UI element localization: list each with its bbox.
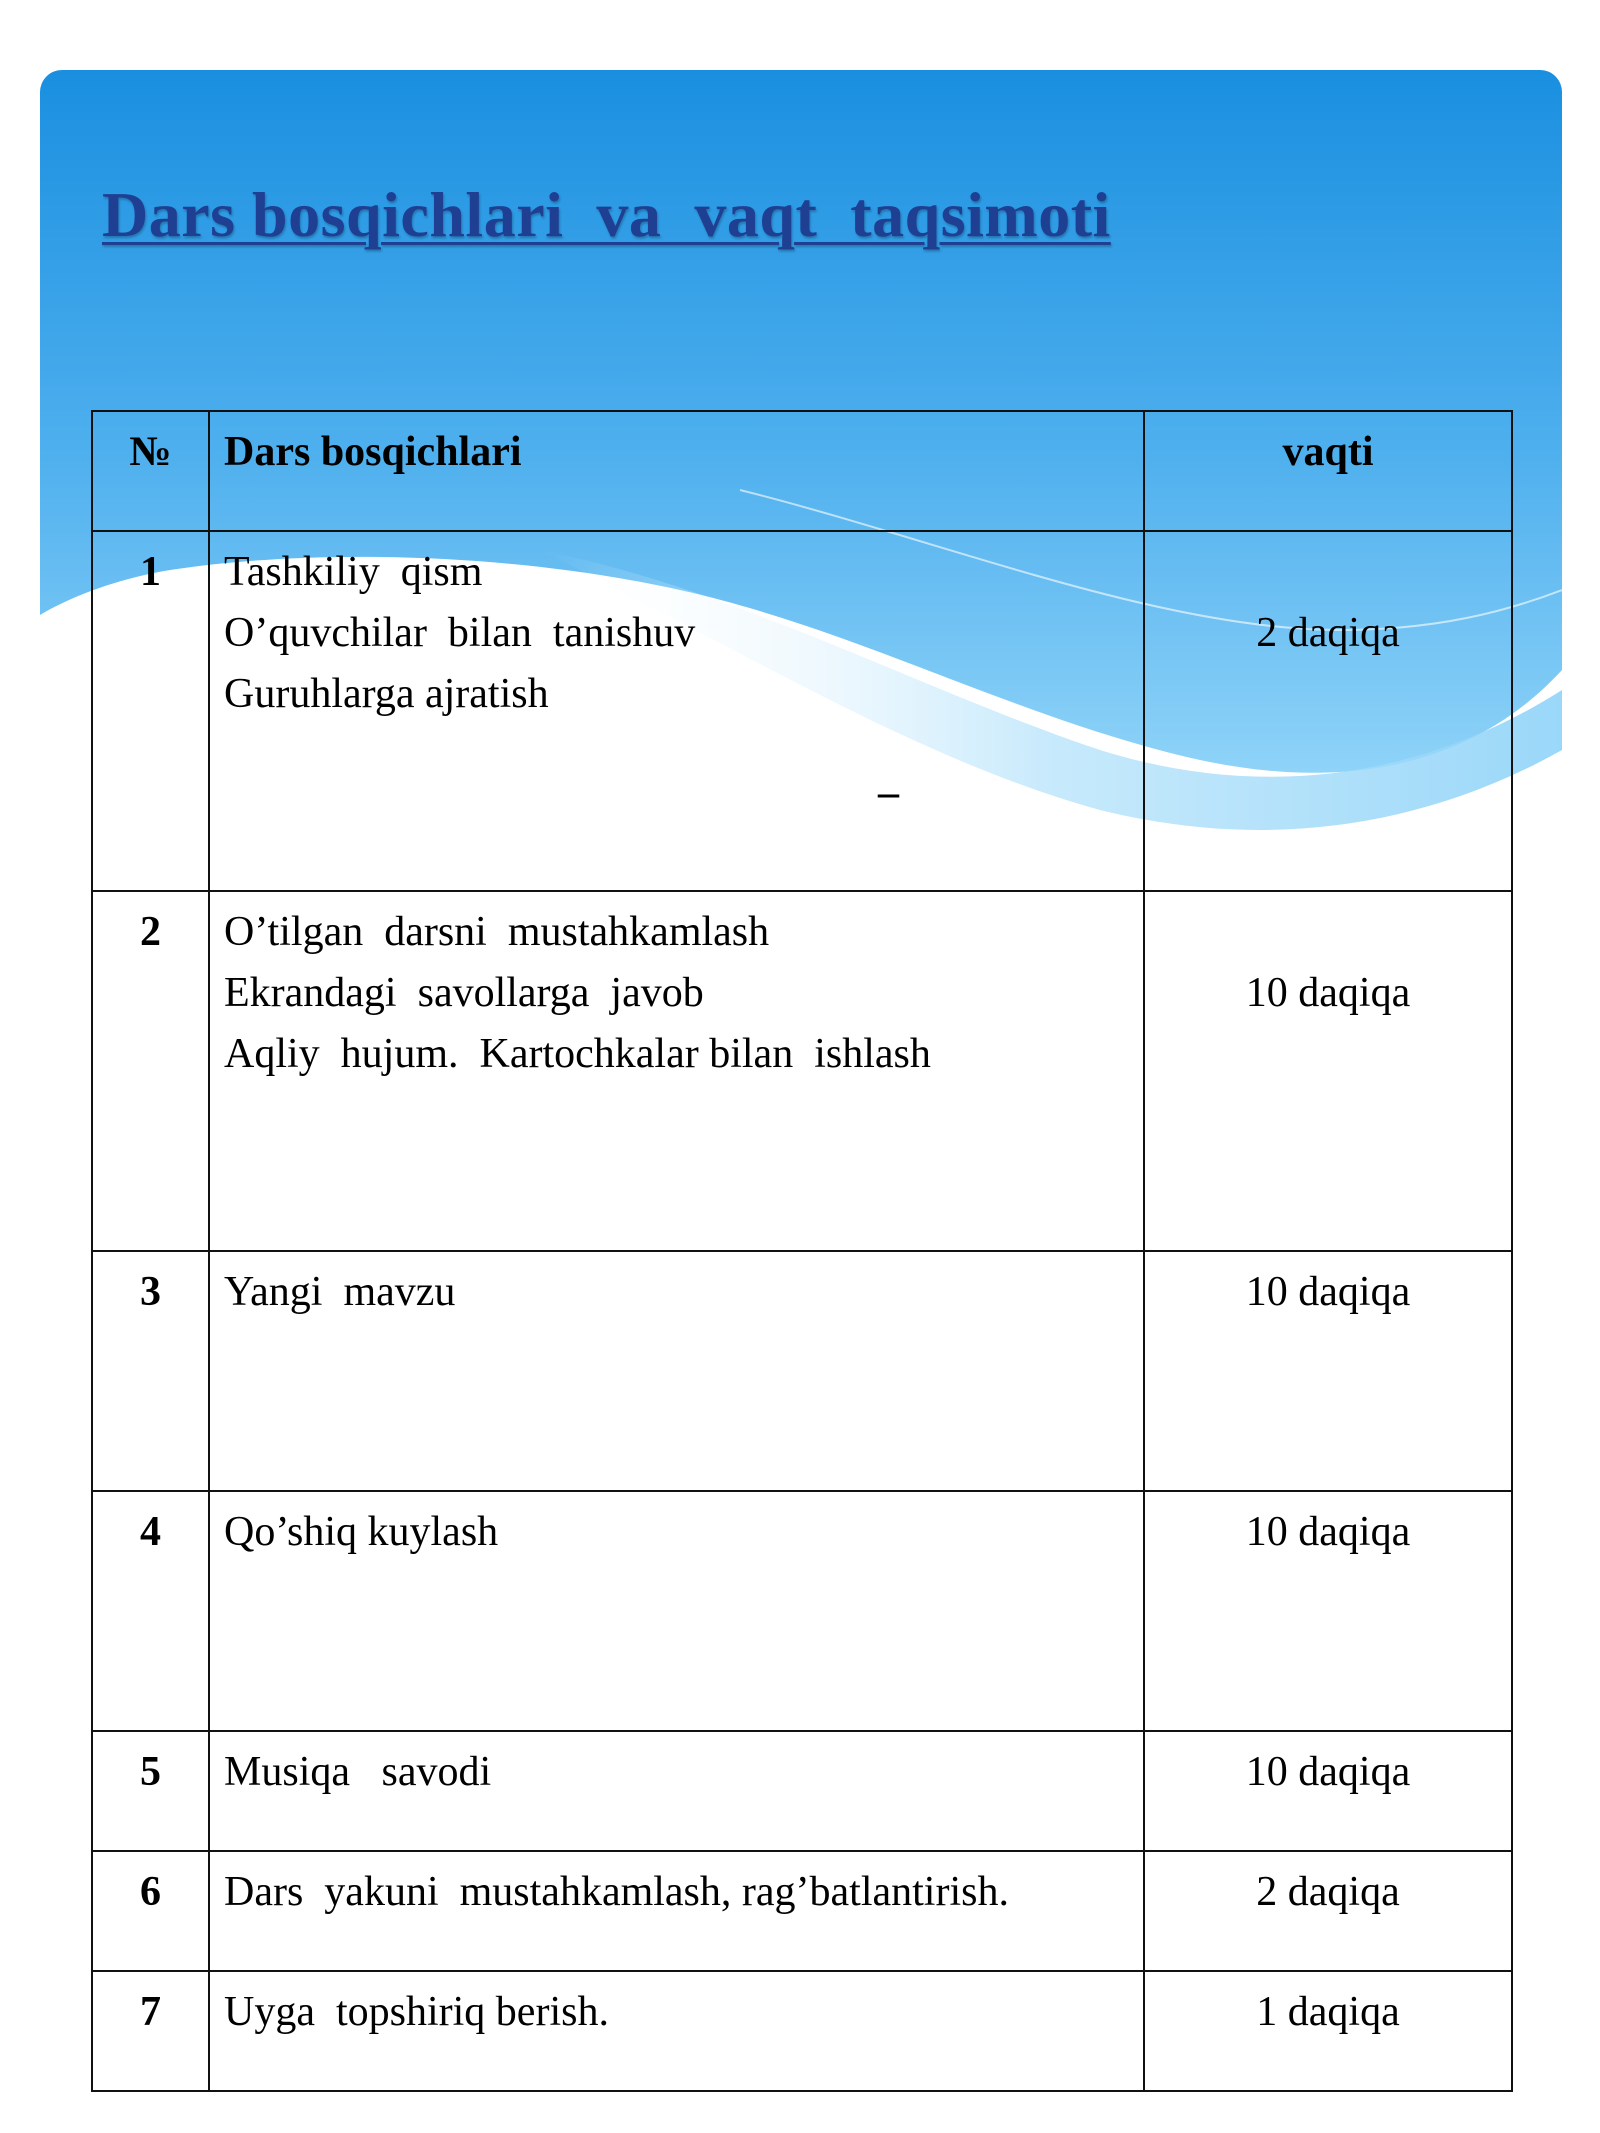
stage-line: Qo’shiq kuylash [224, 1509, 499, 1555]
stage-line: Ekrandagi savollarga javob [224, 970, 704, 1016]
row-number: 6 [92, 1851, 209, 1971]
header-time: vaqti [1144, 411, 1512, 531]
row-number: 3 [92, 1251, 209, 1491]
row-number: 5 [92, 1731, 209, 1851]
lesson-stages-table [91, 410, 1513, 2092]
header-number: № [92, 411, 209, 531]
stage-line: Yangi mavzu [224, 1269, 456, 1315]
stage-line: Uyga topshiriq berish. [224, 1989, 609, 2035]
time-cell: 10 daqiqa [1144, 891, 1512, 1251]
table-row [92, 891, 1512, 1251]
page-title: Dars bosqichlari va vaqt taqsimoti [102, 179, 1111, 250]
stage-cell [209, 1251, 1144, 1491]
row-number: 4 [92, 1491, 209, 1731]
stage-cell [209, 1491, 1144, 1731]
row-number: 7 [92, 1971, 209, 2091]
stage-cell [209, 531, 1144, 891]
header-stages: Dars bosqichlari [209, 411, 1144, 531]
time-cell: 10 daqiqa [1144, 1251, 1512, 1491]
table-row [92, 1971, 1512, 2091]
table-row [92, 1491, 1512, 1731]
stage-line: O’quvchilar bilan tanishuv [224, 610, 696, 656]
stage-cell [209, 1971, 1144, 2091]
stage-line: Dars yakuni mustahkamlash, rag’batlantirish. [224, 1869, 1009, 1915]
table-header-row [92, 411, 1512, 531]
stage-cell [209, 1851, 1144, 1971]
row-number: 1 [92, 531, 209, 891]
stage-line: Aqliy hujum. Kartochkalar bilan ishlash [224, 1031, 931, 1077]
table-row [92, 1251, 1512, 1491]
stage-line: O’tilgan darsni mustahkamlash [224, 909, 770, 955]
table-row [92, 1851, 1512, 1971]
stage-line: Guruhlarga ajratish [224, 671, 549, 717]
time-cell: 2 daqiqa [1144, 531, 1512, 891]
time-cell: 10 daqiqa [1144, 1491, 1512, 1731]
time-cell: 2 daqiqa [1144, 1851, 1512, 1971]
row-number: 2 [92, 891, 209, 1251]
stage-line: Musiqa savodi [224, 1749, 492, 1795]
stage-cell [209, 1731, 1144, 1851]
table-row [92, 531, 1512, 891]
dash-mark: – [878, 770, 899, 816]
slide [40, 70, 1562, 2133]
time-cell: 10 daqiqa [1144, 1731, 1512, 1851]
table-row [92, 1731, 1512, 1851]
stage-line: Tashkiliy qism [224, 549, 483, 595]
stage-cell [209, 891, 1144, 1251]
time-cell: 1 daqiqa [1144, 1971, 1512, 2091]
